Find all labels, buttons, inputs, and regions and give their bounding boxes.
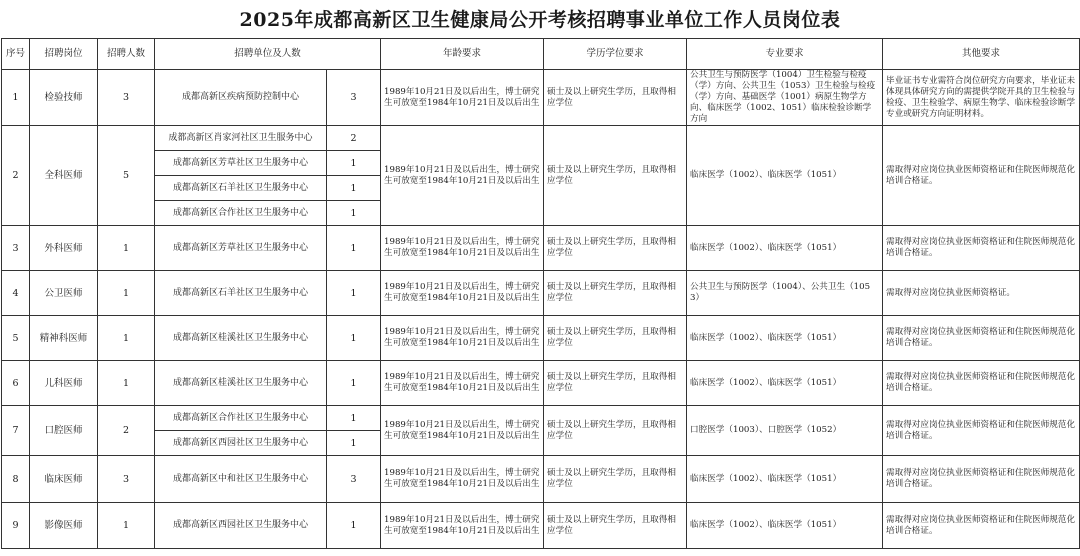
cell-seq: 4 xyxy=(2,271,30,316)
cell-unit-name: 成都高新区合作社区卫生服务中心 xyxy=(155,201,327,226)
cell-edu: 硕士及以上研究生学历，且取得相应学位 xyxy=(544,503,687,549)
header-count: 招聘人数 xyxy=(98,39,155,70)
cell-unit-num: 1 xyxy=(327,316,381,361)
cell-count: 1 xyxy=(98,361,155,406)
table-row xyxy=(2,226,1080,271)
cell-other: 需取得对应岗位执业医师资格证和住院医师规范化培训合格证。 xyxy=(883,226,1080,271)
cell-age: 1989年10月21日及以后出生，博士研究生可放宽至1984年10月21日及以后出生 xyxy=(381,456,544,503)
cell-major: 公共卫生与预防医学（1004）、公共卫生（1053） xyxy=(687,271,883,316)
header-major: 专业要求 xyxy=(687,39,883,70)
cell-other: 需取得对应岗位执业医师资格证和住院医师规范化培训合格证。 xyxy=(883,503,1080,549)
cell-unit-num: 1 xyxy=(327,503,381,549)
cell-other: 需取得对应岗位执业医师资格证和住院医师规范化培训合格证。 xyxy=(883,406,1080,456)
cell-seq: 9 xyxy=(2,503,30,549)
cell-unit-num: 3 xyxy=(327,70,381,126)
cell-seq: 6 xyxy=(2,361,30,406)
cell-seq: 8 xyxy=(2,456,30,503)
cell-unit-num: 1 xyxy=(327,406,381,431)
cell-unit-name: 成都高新区西园社区卫生服务中心 xyxy=(155,503,327,549)
cell-edu: 硕士及以上研究生学历，且取得相应学位 xyxy=(544,406,687,456)
cell-unit-num: 1 xyxy=(327,226,381,271)
cell-position: 检验技师 xyxy=(30,70,98,126)
cell-unit-name: 成都高新区桂溪社区卫生服务中心 xyxy=(155,316,327,361)
cell-unit-num: 1 xyxy=(327,176,381,201)
cell-edu: 硕士及以上研究生学历，且取得相应学位 xyxy=(544,361,687,406)
cell-count: 2 xyxy=(98,406,155,456)
table-row xyxy=(2,361,1080,406)
cell-major: 公共卫生与预防医学（1004）卫生检验与检疫（学）方向、公共卫生（1053）卫生检验与检疫（学）方向、基础医学（1001）病原生物学方向、临床医学（1002、1051）临床检验诊断学方向 xyxy=(687,70,883,126)
cell-age: 1989年10月21日及以后出生，博士研究生可放宽至1984年10月21日及以后出生 xyxy=(381,271,544,316)
cell-other: 需取得对应岗位执业医师资格证和住院医师规范化培训合格证。 xyxy=(883,456,1080,503)
cell-seq: 2 xyxy=(2,126,30,226)
cell-age: 1989年10月21日及以后出生，博士研究生可放宽至1984年10月21日及以后出生 xyxy=(381,316,544,361)
cell-unit-num: 1 xyxy=(327,431,381,456)
header-unit: 招聘单位及人数 xyxy=(155,39,381,70)
header-position: 招聘岗位 xyxy=(30,39,98,70)
cell-seq: 5 xyxy=(2,316,30,361)
cell-major: 口腔医学（1003）、口腔医学（1052） xyxy=(687,406,883,456)
cell-age: 1989年10月21日及以后出生，博士研究生可放宽至1984年10月21日及以后出生 xyxy=(381,503,544,549)
cell-age: 1989年10月21日及以后出生，博士研究生可放宽至1984年10月21日及以后出生 xyxy=(381,361,544,406)
cell-major: 临床医学（1002）、临床医学（1051） xyxy=(687,226,883,271)
cell-unit-num: 1 xyxy=(327,361,381,406)
table-row xyxy=(2,271,1080,316)
cell-other: 需取得对应岗位执业医师资格证和住院医师规范化培训合格证。 xyxy=(883,361,1080,406)
cell-major: 临床医学（1002）、临床医学（1051） xyxy=(687,316,883,361)
cell-seq: 3 xyxy=(2,226,30,271)
header-edu: 学历学位要求 xyxy=(544,39,687,70)
cell-unit-name: 成都高新区芳草社区卫生服务中心 xyxy=(155,151,327,176)
cell-unit-name: 成都高新区石羊社区卫生服务中心 xyxy=(155,271,327,316)
table-row xyxy=(2,503,1080,549)
cell-other: 需取得对应岗位执业医师资格证和住院医师规范化培训合格证。 xyxy=(883,126,1080,226)
cell-unit-name: 成都高新区桂溪社区卫生服务中心 xyxy=(155,361,327,406)
cell-position: 临床医师 xyxy=(30,456,98,503)
cell-unit-num: 1 xyxy=(327,201,381,226)
cell-unit-name: 成都高新区合作社区卫生服务中心 xyxy=(155,406,327,431)
table-row xyxy=(2,456,1080,503)
cell-unit-name: 成都高新区肖家河社区卫生服务中心 xyxy=(155,126,327,151)
cell-age: 1989年10月21日及以后出生，博士研究生可放宽至1984年10月21日及以后出生 xyxy=(381,126,544,226)
cell-major: 临床医学（1002）、临床医学（1051） xyxy=(687,456,883,503)
cell-unit-name: 成都高新区疾病预防控制中心 xyxy=(155,70,327,126)
cell-unit-num: 3 xyxy=(327,456,381,503)
positions-table xyxy=(1,38,1080,549)
cell-unit-num: 1 xyxy=(327,151,381,176)
cell-major: 临床医学（1002）、临床医学（1051） xyxy=(687,503,883,549)
cell-position: 儿科医师 xyxy=(30,361,98,406)
cell-count: 1 xyxy=(98,271,155,316)
cell-other: 需取得对应岗位执业医师资格证。 xyxy=(883,271,1080,316)
cell-count: 3 xyxy=(98,456,155,503)
cell-edu: 硕士及以上研究生学历，且取得相应学位 xyxy=(544,70,687,126)
cell-unit-name: 成都高新区西园社区卫生服务中心 xyxy=(155,431,327,456)
table-row xyxy=(2,70,1080,126)
header-seq: 序号 xyxy=(2,39,30,70)
cell-edu: 硕士及以上研究生学历，且取得相应学位 xyxy=(544,126,687,226)
cell-edu: 硕士及以上研究生学历，且取得相应学位 xyxy=(544,456,687,503)
table-row xyxy=(2,126,1080,151)
cell-position: 外科医师 xyxy=(30,226,98,271)
header-other: 其他要求 xyxy=(883,39,1080,70)
cell-position: 全科医师 xyxy=(30,126,98,226)
cell-age: 1989年10月21日及以后出生，博士研究生可放宽至1984年10月21日及以后出生 xyxy=(381,226,544,271)
cell-position: 影像医师 xyxy=(30,503,98,549)
cell-seq: 1 xyxy=(2,70,30,126)
cell-edu: 硕士及以上研究生学历，且取得相应学位 xyxy=(544,271,687,316)
cell-position: 公卫医师 xyxy=(30,271,98,316)
cell-position: 精神科医师 xyxy=(30,316,98,361)
cell-count: 1 xyxy=(98,316,155,361)
table-row xyxy=(2,406,1080,431)
cell-count: 1 xyxy=(98,226,155,271)
cell-major: 临床医学（1002）、临床医学（1051） xyxy=(687,361,883,406)
cell-major: 临床医学（1002）、临床医学（1051） xyxy=(687,126,883,226)
cell-count: 3 xyxy=(98,70,155,126)
cell-unit-name: 成都高新区石羊社区卫生服务中心 xyxy=(155,176,327,201)
cell-count: 5 xyxy=(98,126,155,226)
header-age: 年龄要求 xyxy=(381,39,544,70)
cell-unit-num: 1 xyxy=(327,271,381,316)
cell-seq: 7 xyxy=(2,406,30,456)
cell-position: 口腔医师 xyxy=(30,406,98,456)
cell-count: 1 xyxy=(98,503,155,549)
cell-edu: 硕士及以上研究生学历，且取得相应学位 xyxy=(544,316,687,361)
table-row xyxy=(2,316,1080,361)
page-title: 2025年成都高新区卫生健康局公开考核招聘事业单位工作人员岗位表 xyxy=(239,9,841,31)
cell-other: 需取得对应岗位执业医师资格证和住院医师规范化培训合格证。 xyxy=(883,316,1080,361)
cell-edu: 硕士及以上研究生学历，且取得相应学位 xyxy=(544,226,687,271)
table-header-row xyxy=(2,39,1080,70)
cell-age: 1989年10月21日及以后出生，博士研究生可放宽至1984年10月21日及以后出生 xyxy=(381,70,544,126)
cell-other: 毕业证书专业需符合岗位研究方向要求，毕业证未体现具体研究方向的需提供学院开具的卫生检验与检疫、卫生检验学、病原生物学、临床检验诊断学专业或研究方向证明材料。 xyxy=(883,70,1080,126)
cell-unit-num: 2 xyxy=(327,126,381,151)
cell-unit-name: 成都高新区中和社区卫生服务中心 xyxy=(155,456,327,503)
cell-age: 1989年10月21日及以后出生，博士研究生可放宽至1984年10月21日及以后出生 xyxy=(381,406,544,456)
cell-unit-name: 成都高新区芳草社区卫生服务中心 xyxy=(155,226,327,271)
